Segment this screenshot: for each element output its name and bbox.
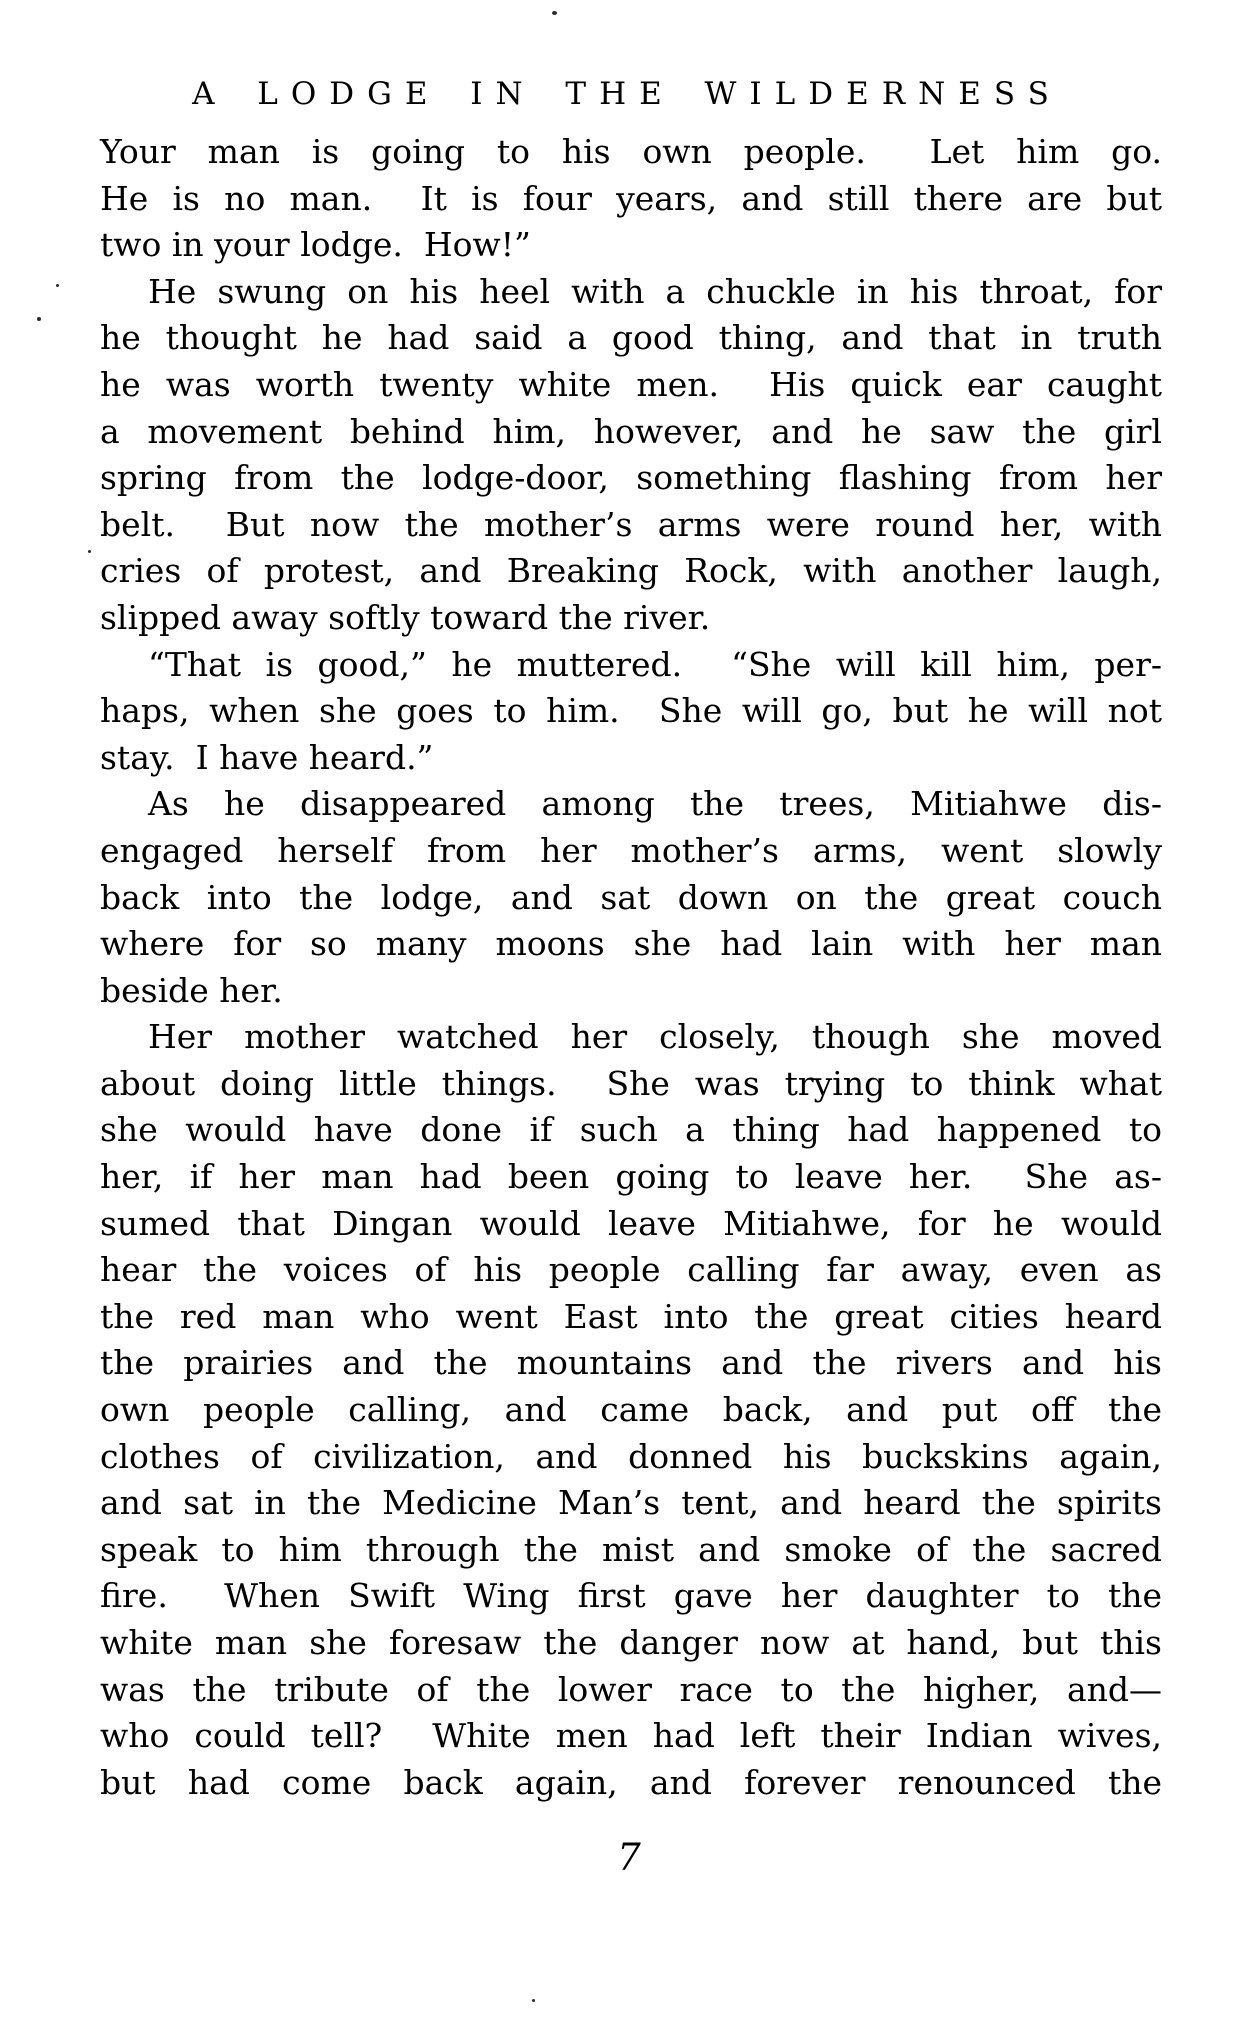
text-line: haps, when she goes to him. She will go, but he will not — [100, 691, 1162, 731]
scan-speck — [56, 284, 59, 287]
text-line: own people calling, and came back, and put off the — [100, 1390, 1162, 1430]
text-line: As he disappeared among the trees, Mitiahwe dis- — [148, 784, 1162, 824]
text-line: engaged herself from her mother’s arms, went slowly — [100, 830, 1162, 870]
text-line: He is no man. It is four years, and still there are but — [100, 178, 1162, 218]
text-line: “That is good,” he muttered. “She will kill him, per- — [148, 644, 1162, 684]
text-line: He swung on his heel with a chuckle in his throat, for — [148, 271, 1162, 311]
text-line: about doing little things. She was trying to think what — [100, 1063, 1162, 1103]
text-line: back into the lodge, and sat down on the great couch — [100, 877, 1162, 917]
body-text — [100, 129, 1162, 1806]
text-line: beside her. — [100, 970, 283, 1010]
text-line: belt. But now the mother’s arms were round her, with — [100, 504, 1162, 544]
text-line: she would have done if such a thing had happened to — [100, 1110, 1162, 1150]
text-line: sumed that Dingan would leave Mitiahwe, for he would — [100, 1203, 1162, 1243]
scan-speck — [532, 1999, 535, 2002]
text-line: white man she foresaw the danger now at hand, but this — [100, 1623, 1162, 1662]
text-line: speak to him through the mist and smoke of the sacred — [100, 1529, 1162, 1569]
text-line: was the tribute of the lower race to the higher, and— — [100, 1669, 1162, 1709]
page-number: 7 — [617, 1836, 641, 1879]
text-line: two in your lodge. How!” — [100, 225, 531, 265]
text-line: stay. I have heard.” — [100, 737, 434, 777]
scan-speck — [552, 11, 557, 15]
scan-speck — [88, 550, 91, 553]
text-line: Her mother watched her closely, though she moved — [148, 1017, 1162, 1057]
text-line: he was worth twenty white men. His quick ear caught — [100, 364, 1162, 404]
text-line: fire. When Swift Wing first gave her daughter to the — [100, 1576, 1162, 1616]
text-line: spring from the lodge-door, something flashing from her — [100, 458, 1162, 498]
text-line: and sat in the Medicine Man’s tent, and heard the spirits — [100, 1483, 1162, 1523]
text-line: where for so many moons she had lain with her man — [100, 924, 1162, 964]
running-header: A LODGE IN THE WILDERNESS — [192, 76, 1062, 112]
text-line: who could tell? White men had left their Indian wives, — [100, 1716, 1162, 1756]
text-line: her, if her man had been going to leave her. She as- — [100, 1157, 1162, 1197]
text-line: a movement behind him, however, and he saw the girl — [100, 411, 1162, 451]
scan-speck — [37, 317, 41, 321]
text-line: cries of protest, and Breaking Rock, with another laugh, — [100, 551, 1162, 591]
text-line: he thought he had said a good thing, and that in truth — [100, 318, 1162, 358]
text-line: the red man who went East into the great cities heard — [100, 1296, 1162, 1336]
text-line: but had come back again, and forever renounced the — [100, 1762, 1162, 1802]
text-line: clothes of civilization, and donned his buckskins again, — [100, 1436, 1162, 1476]
text-line: slipped away softly toward the river. — [100, 597, 711, 637]
text-line: the prairies and the mountains and the rivers and his — [100, 1343, 1162, 1383]
text-line: Your man is going to his own people. Let him go. — [100, 132, 1162, 171]
text-line: hear the voices of his people calling far away, even as — [100, 1250, 1162, 1290]
